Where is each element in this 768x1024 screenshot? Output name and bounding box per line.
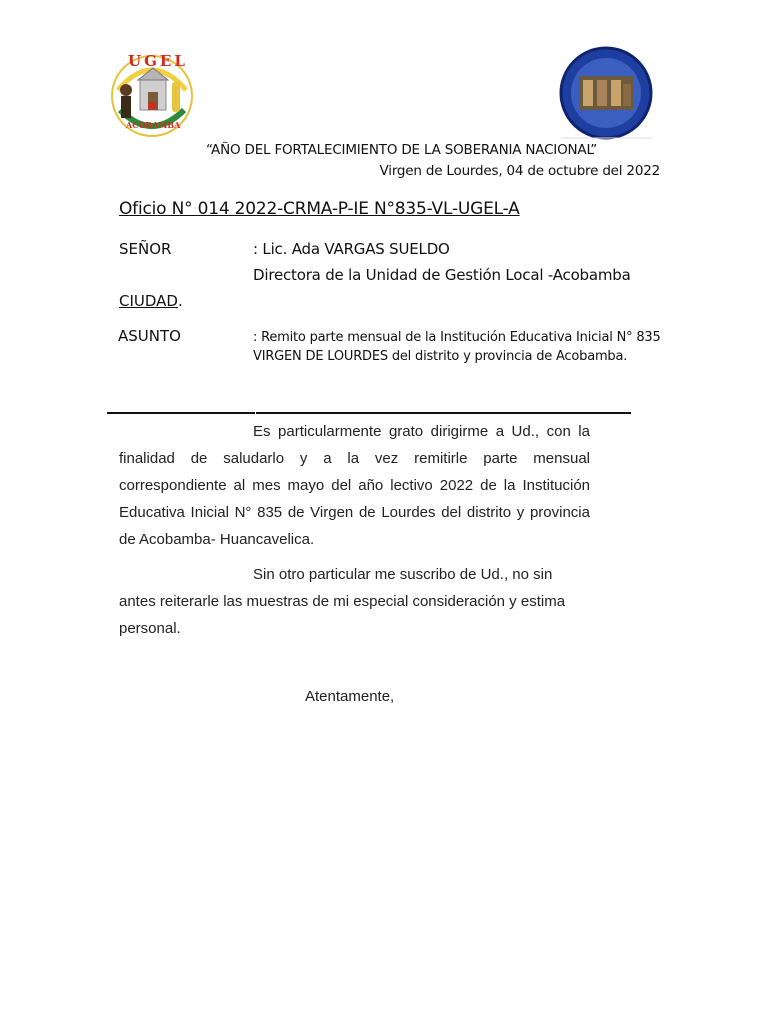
- city-label: CIUDAD: [119, 292, 178, 310]
- place-date: Virgen de Lourdes, 04 de octubre del 2022: [379, 163, 660, 179]
- subject-line-2: VIRGEN DE LOURDES del distrito y provincia de Acobamba.: [253, 349, 628, 364]
- body-paragraph-2-text: Sin otro particular me suscribo de Ud., no sin antes reiterarle las muestras de mi especial consideración y estima personal.: [119, 566, 566, 637]
- recipient-title: Directora de la Unidad de Gestión Local -Acobamba: [253, 266, 631, 284]
- logo-text-ugel: UGEL: [128, 52, 188, 70]
- oficio-number: Oficio N° 014 2022-CRMA-P-IE N°835-VL-UGEL-A: [119, 199, 520, 219]
- city-line: [119, 292, 183, 310]
- city-dot: .: [177, 292, 183, 310]
- subject-line-1: : Remito parte mensual de la Institución Educativa Inicial N° 835: [253, 330, 661, 345]
- subject-text: [253, 328, 661, 366]
- recipient-name: : Lic. Ada VARGAS SUELDO: [253, 240, 450, 258]
- closing-salutation: Atentamente,: [305, 688, 395, 705]
- year-motto: “AÑO DEL FORTALECIMIENTO DE LA SOBERANIA NACIONAL”: [206, 142, 598, 158]
- body-paragraph-1-text: Es particularmente grato dirigirme a Ud., con la finalidad de saludarlo y a la vez remitirle parte mensual correspondiente al mes mayo del año lectivo 2022 de la Institución Educativa Inicial N° 835 de Virgen de Lourdes del distrito y provincia de Acobamba- Huancavelica.: [119, 423, 590, 548]
- subject-label: ASUNTO: [118, 327, 181, 345]
- institution-seal-logo: [557, 44, 655, 142]
- body-paragraph-1: [119, 418, 590, 553]
- recipient-label: SEÑOR: [119, 240, 172, 258]
- ugel-acobamba-logo: [108, 50, 196, 140]
- body-paragraph-2: [119, 561, 590, 642]
- divider-right: [256, 412, 631, 414]
- logo-text-acobamba: ACOBAMBA: [126, 120, 181, 130]
- divider-left: [107, 412, 255, 414]
